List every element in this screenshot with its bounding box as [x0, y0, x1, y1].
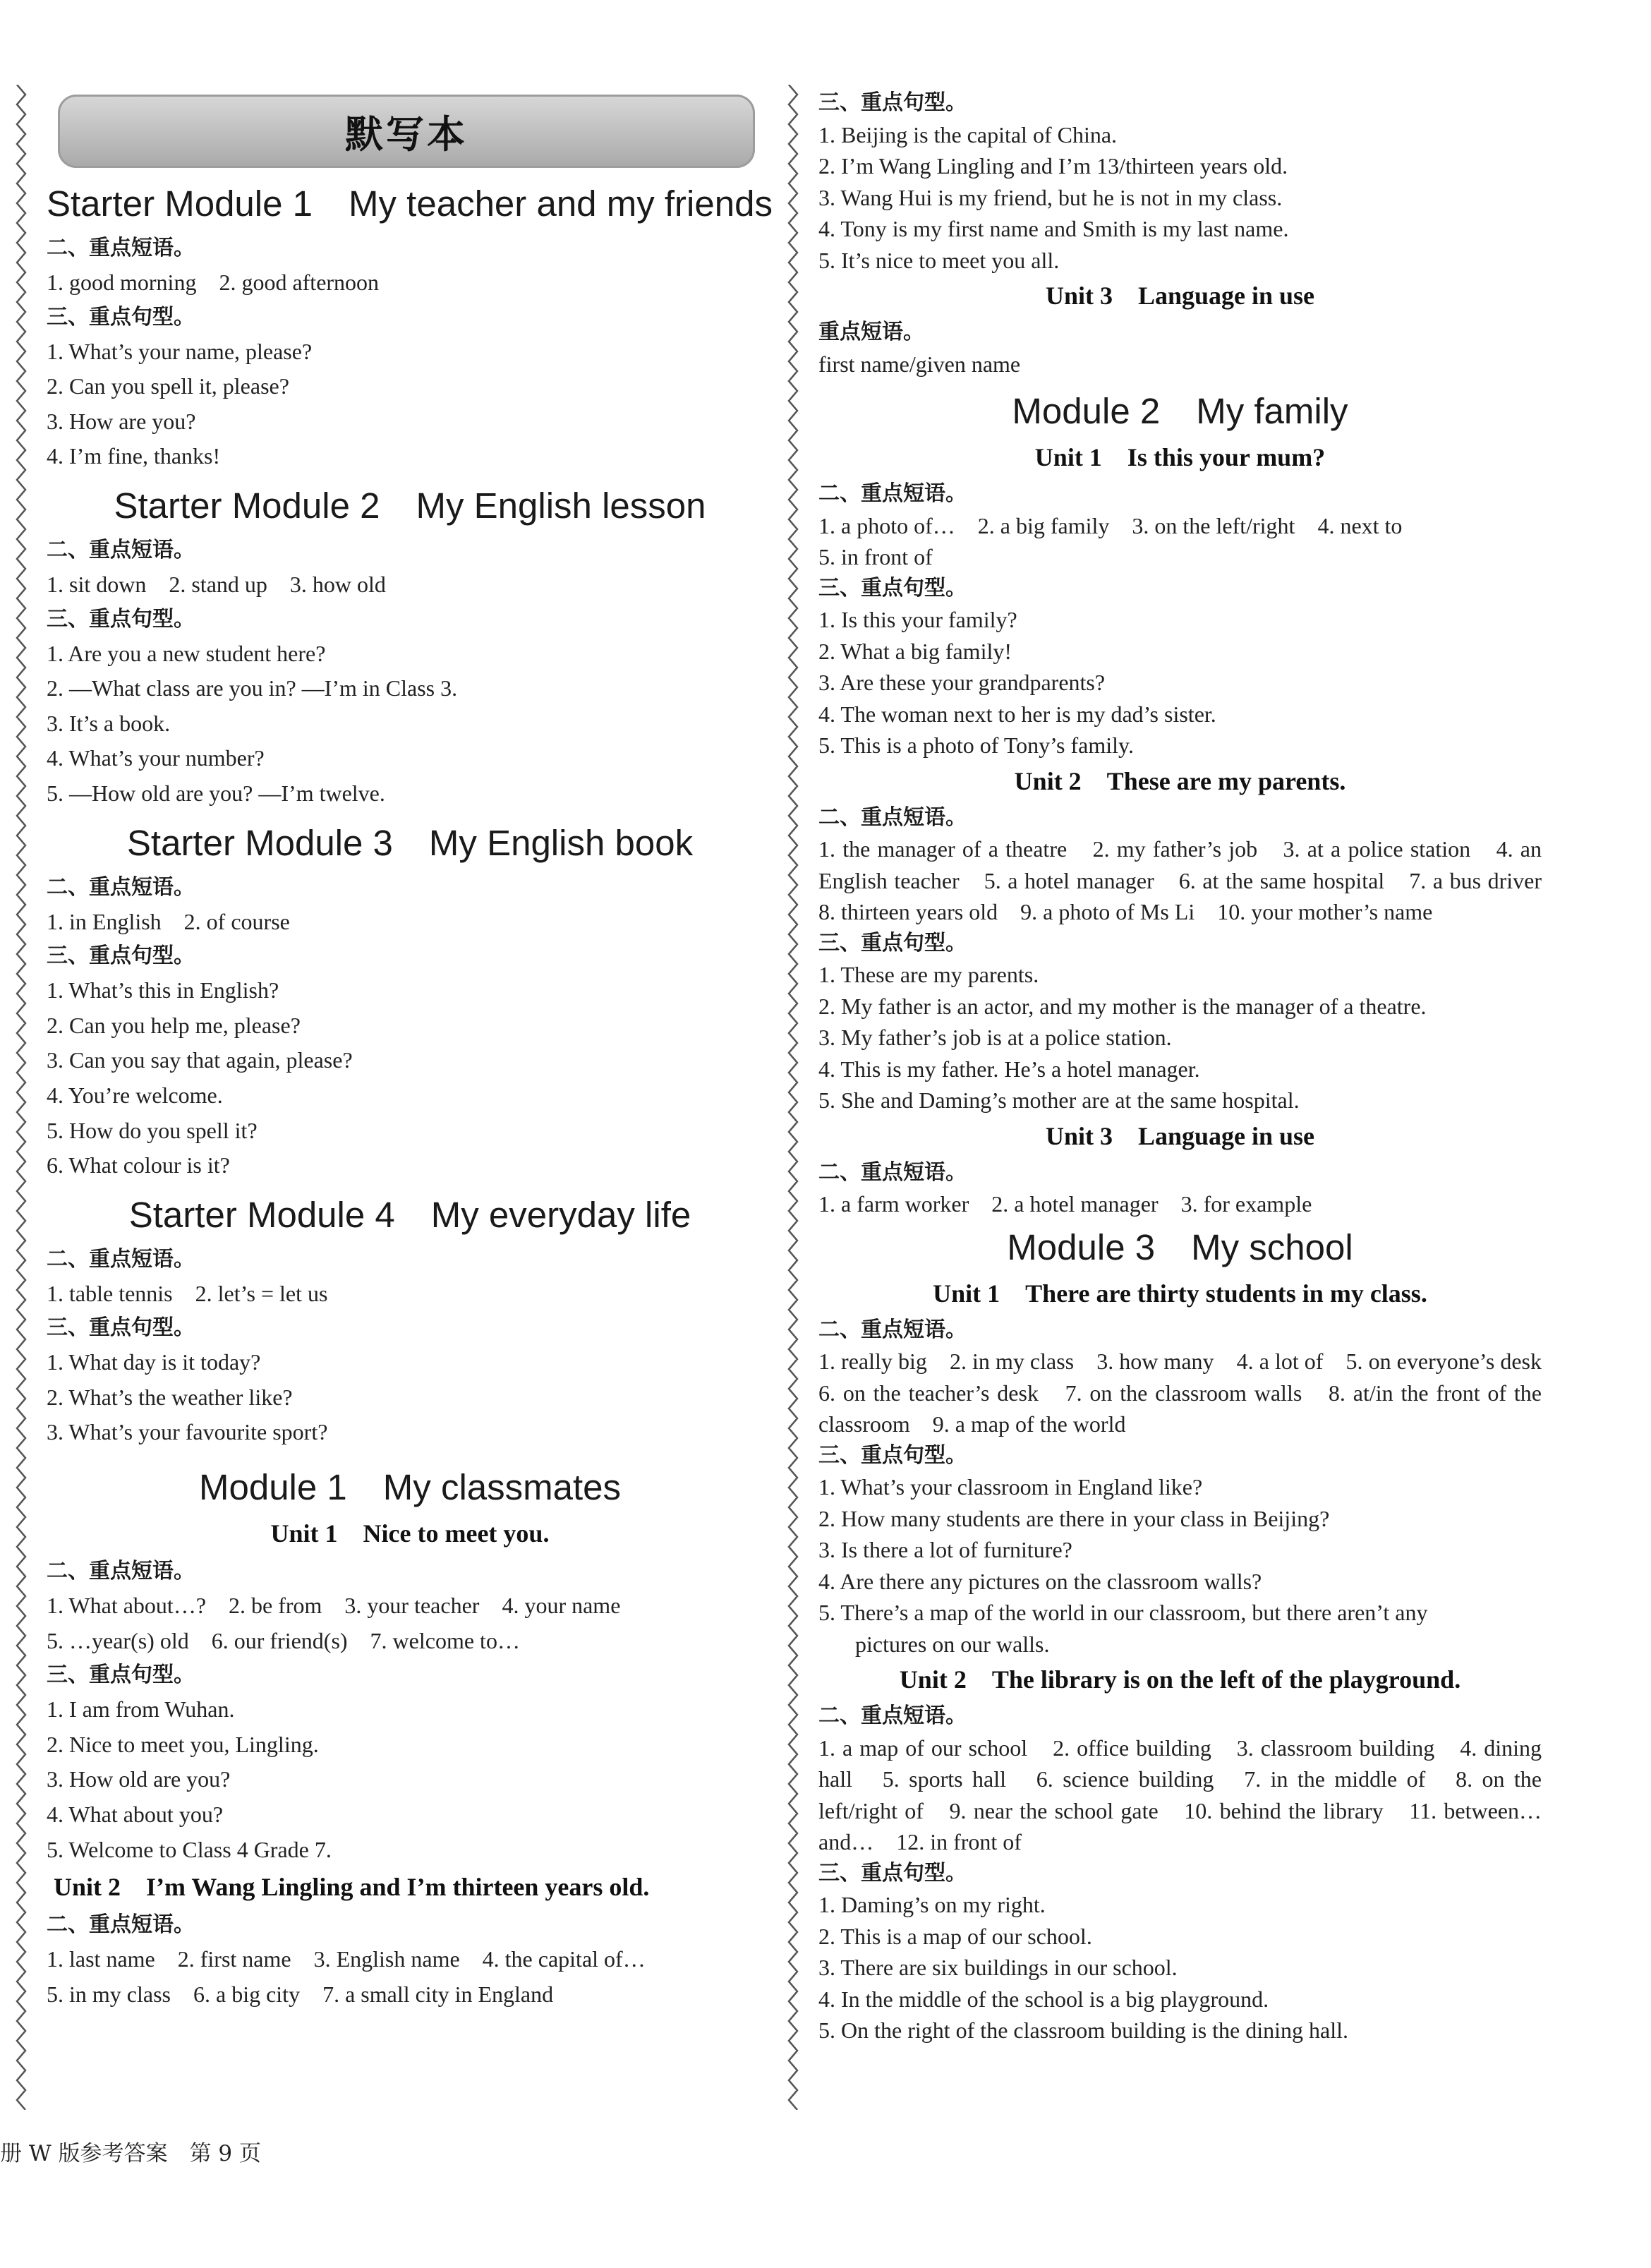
- phrase-line: 1. table tennis 2. let’s = let us: [47, 1280, 328, 1306]
- sentences-label: 三、重点句型。: [818, 1442, 967, 1468]
- sentence-line: 4. You’re welcome.: [47, 1082, 223, 1108]
- sentence-line: 2. This is a map of our school.: [818, 1923, 1092, 1949]
- sentences-label: 三、重点句型。: [818, 930, 967, 955]
- phrases-label: 二、重点短语。: [818, 1317, 967, 1342]
- sentences-label: 三、重点句型。: [818, 575, 967, 601]
- sentence-line: 2. How many students are there in your class in Beijing?: [818, 1505, 1330, 1531]
- phrase-line: 5. …year(s) old 6. our friend(s) 7. welcome to…: [47, 1627, 520, 1653]
- phrase-line: 1. in English 2. of course: [47, 908, 290, 934]
- sentence-line: 5. She and Daming’s mother are at the same hospital.: [818, 1087, 1300, 1113]
- title-banner: [58, 95, 755, 168]
- sentence-line: 3. How are you?: [47, 408, 196, 434]
- page-footer: 册 W 版参考答案 第 9 页: [0, 2141, 262, 2166]
- module-1-title: Module 1 My classmates: [198, 1467, 622, 1508]
- sentence-line: 4. In the middle of the school is a big playground.: [818, 1986, 1269, 2012]
- left-column: [47, 85, 773, 2012]
- module-1-unit-2-title: Unit 2 I’m Wang Lingling and I’m thirteen years old.: [54, 1873, 650, 1902]
- sentence-line: 3. Wang Hui is my friend, but he is not in my class.: [818, 184, 1283, 210]
- module-3-unit-2-title: Unit 2 The library is on the left of the playground.: [899, 1665, 1461, 1694]
- sentence-line: 1. What’s your name, please?: [47, 338, 313, 364]
- phrases-label: 二、重点短语。: [47, 874, 195, 900]
- sentence-line: 5. There’s a map of the world in our classroom, but there aren’t any: [818, 1600, 1428, 1625]
- sentence-line: 1. Is this your family?: [818, 607, 1017, 632]
- starter-module-3-title: Starter Module 3 My English book: [126, 822, 694, 863]
- sentence-line: 5. —How old are you? —I’m twelve.: [47, 780, 385, 806]
- sentence-line: 3. Is there a lot of furniture?: [818, 1537, 1072, 1562]
- module-3-unit-1-title: Unit 1 There are thirty students in my class.: [933, 1279, 1427, 1308]
- sentence-line: 5. Welcome to Class 4 Grade 7.: [47, 1836, 332, 1862]
- starter-module-2-title: Starter Module 2 My English lesson: [114, 485, 706, 526]
- sentence-line: 1. I am from Wuhan.: [47, 1696, 235, 1723]
- phrases-label: 二、重点短语。: [47, 1912, 195, 1938]
- phrase-line: first name/given name: [818, 351, 1021, 377]
- module-2-unit-1-title: Unit 1 Is this your mum?: [1034, 443, 1326, 471]
- sentence-line: 1. Beijing is the capital of China.: [818, 121, 1118, 147]
- module-1-unit-3-title: Unit 3 Language in use: [1045, 282, 1315, 310]
- phrases-label: 二、重点短语。: [818, 481, 967, 506]
- center-binding-decoration: [785, 85, 802, 2110]
- sentence-line: 4. The woman next to her is my dad’s sister.: [818, 701, 1216, 727]
- sentence-line: 1. These are my parents.: [818, 962, 1039, 987]
- module-3-title: Module 3 My school: [1007, 1226, 1353, 1267]
- sentences-label: 三、重点句型。: [47, 606, 195, 632]
- sentences-label: 三、重点句型。: [47, 943, 195, 969]
- phrase-paragraph: 1. really big 2. in my class 3. how many 4. a lot of 5. on everyone’s desk 6. on the teacher’s desk 7. on the classroom walls 8. at/in the front of the classroom 9. a map of the world: [818, 1349, 1565, 1437]
- sentence-line: 3. Can you say that again, please?: [47, 1047, 353, 1073]
- sentences-label: 三、重点句型。: [818, 90, 967, 115]
- phrase-line: 1. good morning 2. good afternoon: [47, 270, 380, 295]
- sentence-line: 1. What’s this in English?: [47, 977, 279, 1003]
- sentences-label: 三、重点句型。: [47, 304, 195, 330]
- right-column: [818, 88, 1565, 2046]
- phrases-label: 二、重点短语。: [818, 804, 967, 830]
- sentence-line: 1. What’s your classroom in England like?: [818, 1474, 1203, 1500]
- sentence-line: 5. It’s nice to meet you all.: [818, 247, 1060, 273]
- starter-module-1-title: Starter Module 1 My teacher and my friends: [47, 183, 773, 224]
- sentence-line: 3. There are six buildings in our school.: [818, 1955, 1178, 1980]
- phrase-paragraph: 1. a map of our school 2. office building 3. classroom building 4. dining hall 5. sports hall 6. science building 7. in the middle of 8. on the left/right of 9. near the school gate 10. behind the library 11. between…and… 12. in front of: [818, 1735, 1542, 1854]
- sentence-line: 4. Are there any pictures on the classroom walls?: [818, 1568, 1262, 1594]
- sentence-line: 2. What a big family!: [818, 638, 1012, 664]
- module-2-title: Module 2 My family: [1012, 391, 1348, 431]
- sentence-line: 5. How do you spell it?: [47, 1117, 258, 1143]
- phrases-label: 二、重点短语。: [47, 537, 195, 562]
- sentences-label: 三、重点句型。: [47, 1663, 195, 1688]
- phrases-label: 二、重点短语。: [47, 1559, 195, 1584]
- sentence-line: 4. I’m fine, thanks!: [47, 443, 221, 469]
- sentence-line: 2. Nice to meet you, Lingling.: [47, 1731, 319, 1757]
- sentence-line: 2. Can you help me, please?: [47, 1012, 301, 1038]
- sentence-line: 1. What day is it today?: [47, 1349, 261, 1375]
- sentence-line: 1. Are you a new student here?: [47, 640, 326, 666]
- sentences-label: 三、重点句型。: [47, 1315, 195, 1341]
- phrase-line: 1. a farm worker 2. a hotel manager 3. for example: [818, 1191, 1312, 1217]
- phrase-line: 5. in front of: [818, 544, 933, 569]
- sentence-line: 3. What’s your favourite sport?: [47, 1419, 328, 1445]
- sentence-line: 4. This is my father. He’s a hotel manager.: [818, 1056, 1200, 1082]
- sentence-line: 1. Daming’s on my right.: [818, 1892, 1046, 1917]
- phrase-line: 5. in my class 6. a big city 7. a small city in England: [47, 1981, 554, 2007]
- starter-module-4-title: Starter Module 4 My everyday life: [128, 1194, 691, 1235]
- sentence-line: 4. What’s your number?: [47, 745, 265, 771]
- sentence-line: 2. Can you spell it, please?: [47, 373, 289, 399]
- sentence-line: 2. What’s the weather like?: [47, 1384, 293, 1410]
- phrase-line: 1. sit down 2. stand up 3. how old: [47, 571, 386, 597]
- phrases-label: 重点短语。: [818, 320, 924, 344]
- phrases-label: 二、重点短语。: [818, 1703, 967, 1728]
- sentence-line: 3. My father’s job is at a police station.: [818, 1025, 1172, 1050]
- sentence-line: 5. This is a photo of Tony’s family.: [818, 732, 1134, 758]
- sentence-line: 6. What colour is it?: [47, 1152, 230, 1178]
- sentence-line: 5. On the right of the classroom building is the dining hall.: [818, 2017, 1349, 2043]
- sentence-line: 2. I’m Wang Lingling and I’m 13/thirteen years old.: [818, 153, 1288, 179]
- phrase-paragraph: 1. the manager of a theatre 2. my father’s job 3. at a police station 4. an English teacher 5. a hotel manager 6. at the same hospital 7. a bus driver 8. thirteen years old 9. a photo of Ms Li 10. your mother’s name: [818, 836, 1565, 924]
- phrase-line: 1. What about…? 2. be from 3. your teacher 4. your name: [47, 1593, 621, 1619]
- module-2-unit-3-title: Unit 3 Language in use: [1045, 1121, 1315, 1150]
- phrases-label: 二、重点短语。: [818, 1159, 967, 1185]
- sentence-line: 3. Are these your grandparents?: [818, 670, 1106, 695]
- phrase-line: 1. a photo of… 2. a big family 3. on the left/right 4. next to: [818, 512, 1403, 538]
- sentence-line: 2. My father is an actor, and my mother is the manager of a theatre.: [818, 993, 1427, 1019]
- module-1-unit-1-title: Unit 1 Nice to meet you.: [270, 1519, 550, 1548]
- phrases-label: 二、重点短语。: [47, 236, 195, 260]
- sentence-line: 3. It’s a book.: [47, 710, 171, 736]
- phrases-label: 二、重点短语。: [47, 1246, 195, 1272]
- sentence-line: 4. Tony is my first name and Smith is my last name.: [818, 216, 1289, 241]
- phrase-line: 1. last name 2. first name 3. English name 4. the capital of…: [47, 1946, 646, 1972]
- module-2-unit-2-title: Unit 2 These are my parents.: [1014, 766, 1346, 795]
- banner-title: 默写本: [345, 112, 468, 157]
- sentence-line: 3. How old are you?: [47, 1766, 231, 1792]
- sentence-line-continuation: pictures on our walls.: [855, 1631, 1050, 1657]
- sentence-line: 4. What about you?: [47, 1802, 224, 1828]
- sentence-line: 2. —What class are you in? —I’m in Class 3.: [47, 675, 458, 701]
- left-binding-decoration: [13, 85, 30, 2110]
- sentences-label: 三、重点句型。: [818, 1860, 967, 1886]
